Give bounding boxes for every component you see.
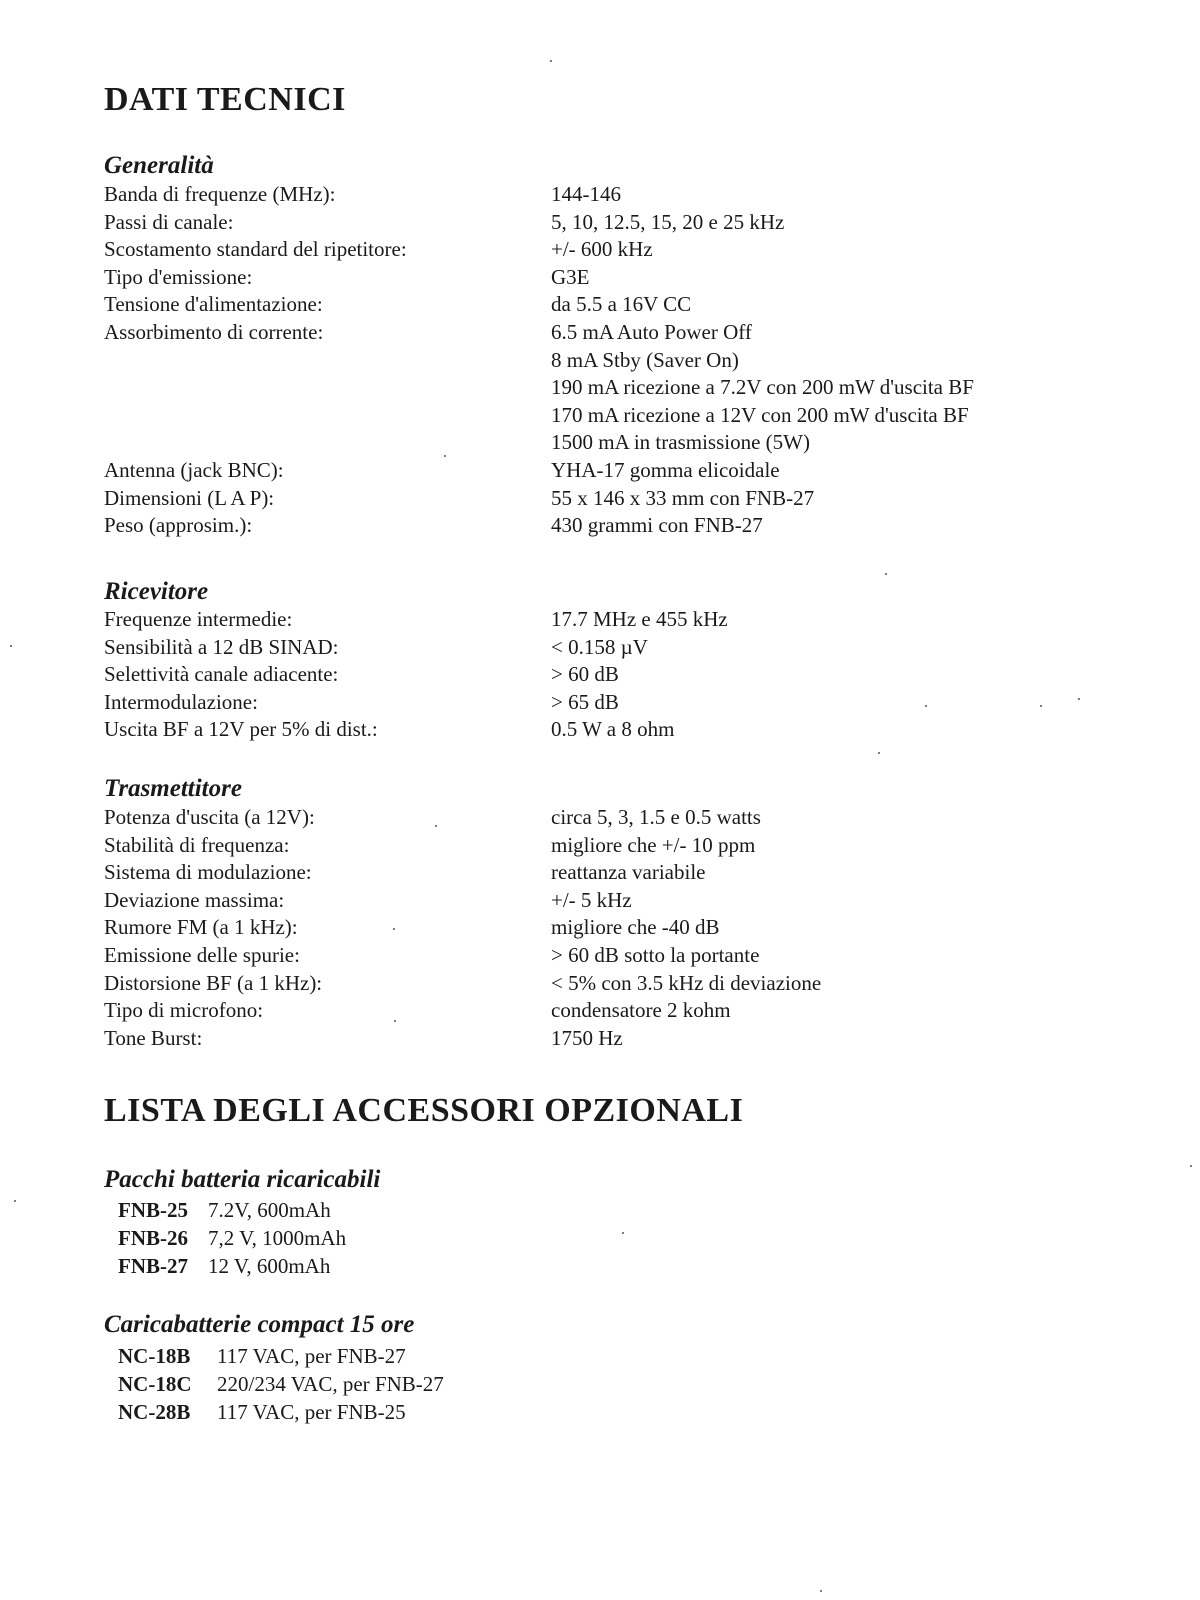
- spec-value: 8 mA Stby (Saver On): [551, 347, 739, 372]
- spec-label: Potenza d'uscita (a 12V):: [104, 805, 315, 829]
- spec-label: Frequenze intermedie:: [104, 607, 293, 631]
- spec-row: [104, 914, 1104, 942]
- spec-row: [104, 429, 1104, 457]
- spec-value: 6.5 mA Auto Power Off: [551, 319, 752, 344]
- spec-value: 0.5 W a 8 ohm: [551, 717, 675, 742]
- accessory-code: FNB-26: [118, 1226, 188, 1250]
- spec-label: Antenna (jack BNC):: [104, 457, 284, 482]
- scan-speck: [885, 573, 887, 575]
- scan-speck: [1190, 1165, 1192, 1167]
- spec-value: 170 mA ricezione a 12V con 200 mW d'uscita BF: [551, 402, 969, 427]
- spec-row: [104, 997, 1104, 1025]
- spec-row: [104, 236, 1104, 264]
- scan-speck: [10, 645, 12, 647]
- scan-speck: [820, 1590, 822, 1592]
- list-item: [118, 1342, 444, 1370]
- spec-row: [104, 181, 1104, 209]
- section-title-generalita: Generalità: [104, 152, 214, 179]
- spec-table-trasmettitore: [104, 804, 1104, 1052]
- spec-label: Intermodulazione:: [104, 689, 258, 714]
- spec-label: Stabilità di frequenza:: [104, 832, 290, 857]
- spec-label: Uscita BF a 12V per 5% di dist.:: [104, 717, 378, 742]
- scan-speck: [14, 1200, 16, 1202]
- spec-row: [104, 402, 1104, 430]
- spec-value: G3E: [551, 264, 590, 289]
- accessory-code: FNB-25: [118, 1198, 188, 1222]
- spec-value: 1500 mA in trasmissione (5W): [551, 430, 810, 455]
- spec-label: Tipo di microfono:: [104, 998, 264, 1023]
- spec-table-ricevitore: [104, 606, 1104, 744]
- scan-speck: [1040, 705, 1042, 707]
- spec-value: da 5.5 a 16V CC: [551, 292, 692, 317]
- spec-label: Rumore FM (a 1 kHz):: [104, 915, 298, 940]
- spec-row: [104, 859, 1104, 887]
- scan-speck: [1078, 698, 1080, 700]
- spec-row: [104, 606, 1104, 634]
- spec-value: +/- 5 kHz: [551, 887, 632, 912]
- accessory-desc: 117 VAC, per FNB-27: [217, 1344, 406, 1368]
- spec-label: Tipo d'emissione:: [104, 264, 253, 289]
- charger-list: [118, 1342, 444, 1426]
- spec-label: Selettività canale adiacente:: [104, 662, 339, 687]
- spec-row: [104, 485, 1104, 513]
- section-title-chargers: Caricabatterie compact 15 ore: [104, 1311, 415, 1338]
- spec-label: Sensibilità a 12 dB SINAD:: [104, 634, 339, 659]
- spec-row: [104, 264, 1104, 292]
- spec-row: [104, 804, 1104, 832]
- spec-row: [104, 291, 1104, 319]
- spec-value: 55 x 146 x 33 mm con FNB-27: [551, 485, 815, 510]
- list-item: [118, 1398, 444, 1426]
- accessory-code: FNB-27: [118, 1254, 188, 1278]
- spec-value: 1750 Hz: [551, 1025, 623, 1050]
- spec-table-generalita: [104, 181, 1104, 540]
- spec-value: 144-146: [551, 182, 621, 206]
- spec-value: 190 mA ricezione a 7.2V con 200 mW d'uscita BF: [551, 375, 974, 400]
- scan-speck: [550, 60, 552, 62]
- section-title-ricevitore: Ricevitore: [104, 578, 209, 605]
- spec-label: Distorsione BF (a 1 kHz):: [104, 970, 323, 995]
- spec-row: [104, 374, 1104, 402]
- spec-row: [104, 689, 1104, 717]
- accessory-desc: 12 V, 600mAh: [208, 1254, 331, 1278]
- spec-label: Banda di frequenze (MHz):: [104, 182, 336, 206]
- spec-label: Tensione d'alimentazione:: [104, 292, 323, 317]
- spec-value: 17.7 MHz e 455 kHz: [551, 607, 728, 631]
- accessory-desc: 220/234 VAC, per FNB-27: [217, 1372, 444, 1396]
- accessory-code: NC-18C: [118, 1372, 192, 1396]
- accessory-code: NC-28B: [118, 1400, 191, 1424]
- list-item: [118, 1196, 346, 1224]
- spec-label: Scostamento standard del ripetitore:: [104, 237, 407, 262]
- spec-value: condensatore 2 kohm: [551, 998, 731, 1023]
- spec-value: migliore che -40 dB: [551, 915, 720, 940]
- spec-value: reattanza variabile: [551, 860, 706, 885]
- spec-label: Tone Burst:: [104, 1025, 203, 1050]
- spec-label: Emissione delle spurie:: [104, 942, 300, 967]
- spec-value: 430 grammi con FNB-27: [551, 513, 763, 538]
- section-title-batteries: Pacchi batteria ricaricabili: [104, 1166, 381, 1193]
- spec-row: [104, 661, 1104, 689]
- spec-row: [104, 634, 1104, 662]
- scan-speck: [393, 928, 395, 930]
- spec-value: < 5% con 3.5 kHz di deviazione: [551, 970, 822, 995]
- list-item: [118, 1224, 346, 1252]
- spec-row: [104, 942, 1104, 970]
- section-title-trasmettitore: Trasmettitore: [104, 775, 242, 802]
- scan-speck: [444, 455, 446, 457]
- spec-row: [104, 512, 1104, 540]
- spec-row: [104, 887, 1104, 915]
- accessories-title: LISTA DEGLI ACCESSORI OPZIONALI: [104, 1092, 744, 1129]
- list-item: [118, 1252, 346, 1280]
- scan-speck: [622, 1232, 624, 1234]
- spec-row: [104, 970, 1104, 998]
- spec-label: Sistema di modulazione:: [104, 860, 312, 885]
- spec-label: Peso (approsim.):: [104, 513, 253, 538]
- scan-speck: [878, 752, 880, 754]
- spec-row: [104, 716, 1104, 744]
- spec-row: [104, 832, 1104, 860]
- main-title: DATI TECNICI: [104, 81, 346, 118]
- spec-row: [104, 1025, 1104, 1053]
- spec-label: Dimensioni (L A P):: [104, 485, 275, 510]
- spec-row: [104, 319, 1104, 347]
- spec-value: > 60 dB: [551, 662, 619, 687]
- spec-value: > 65 dB: [551, 689, 619, 714]
- accessory-code: NC-18B: [118, 1344, 191, 1368]
- spec-value: < 0.158 µV: [551, 634, 648, 659]
- spec-label: Passi di canale:: [104, 209, 234, 234]
- battery-list: [118, 1196, 346, 1280]
- accessory-desc: 117 VAC, per FNB-25: [217, 1400, 406, 1424]
- spec-value: migliore che +/- 10 ppm: [551, 832, 756, 857]
- spec-row: [104, 347, 1104, 375]
- spec-row: [104, 209, 1104, 237]
- spec-value: +/- 600 kHz: [551, 237, 653, 262]
- spec-row: [104, 457, 1104, 485]
- scan-speck: [435, 825, 437, 827]
- list-item: [118, 1370, 444, 1398]
- spec-value: > 60 dB sotto la portante: [551, 942, 760, 967]
- spec-value: YHA-17 gomma elicoidale: [551, 457, 780, 482]
- spec-value: circa 5, 3, 1.5 e 0.5 watts: [551, 805, 761, 829]
- spec-label: Deviazione massima:: [104, 887, 285, 912]
- scan-speck: [394, 1020, 396, 1022]
- accessory-desc: 7.2V, 600mAh: [208, 1198, 331, 1222]
- scan-speck: [925, 705, 927, 707]
- spec-label: Assorbimento di corrente:: [104, 319, 324, 344]
- accessory-desc: 7,2 V, 1000mAh: [208, 1226, 347, 1250]
- spec-value: 5, 10, 12.5, 15, 20 e 25 kHz: [551, 209, 785, 234]
